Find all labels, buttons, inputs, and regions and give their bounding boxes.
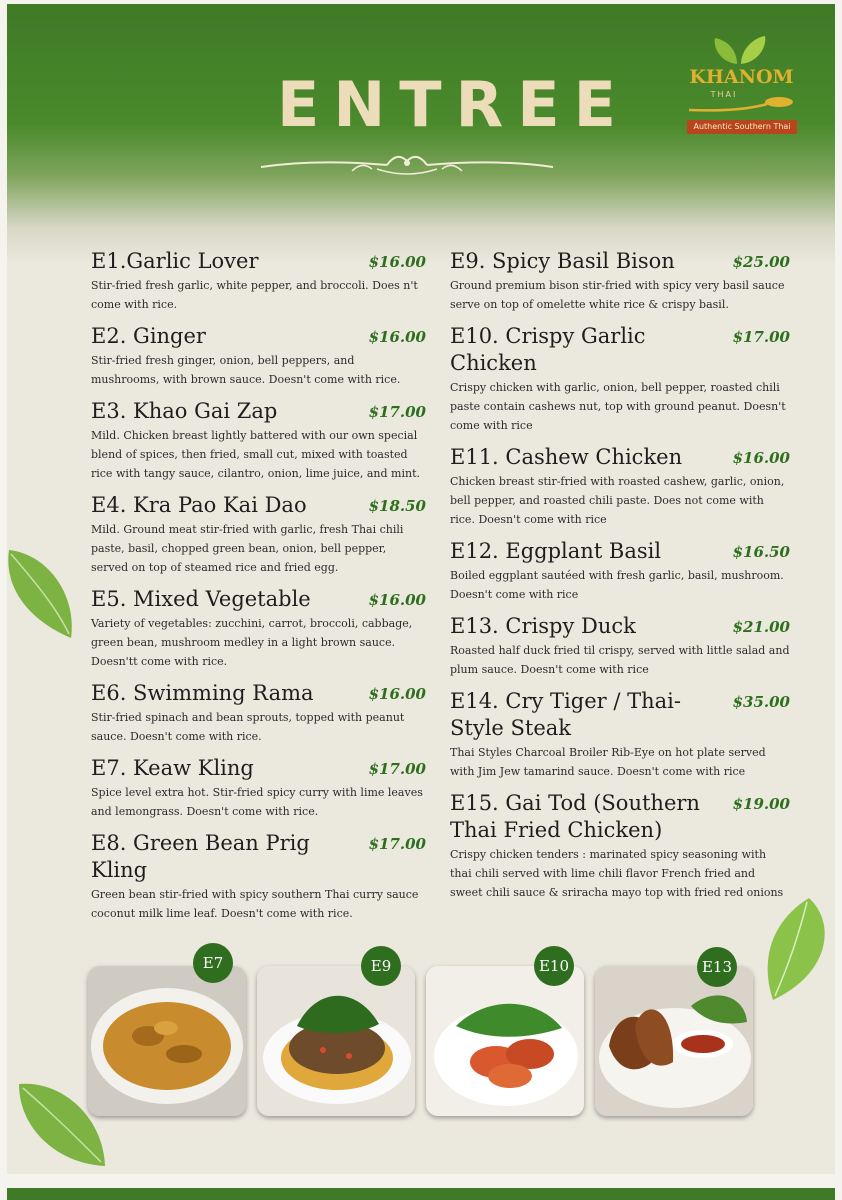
- menu-item-description: Stir-fried fresh garlic, white pepper, and broccoli. Does n't come with rice.: [91, 279, 418, 311]
- ornament-divider: [257, 149, 557, 179]
- crispy-duck-image: [595, 966, 753, 1116]
- menu-item-price: $25.00: [732, 253, 790, 271]
- menu-item-price: $16.00: [368, 328, 426, 346]
- menu-item: [91, 398, 426, 483]
- menu-item-description: Stir-fried spinach and bean sprouts, topped with peanut sauce. Doesn't come with rice.: [91, 711, 405, 743]
- page-title: ENTREE: [277, 68, 630, 141]
- menu-item: [450, 323, 790, 435]
- menu-item-price: $17.00: [732, 328, 790, 346]
- menu-item-name: E9. Spicy Basil Bison: [450, 249, 675, 273]
- photo-badge-e9: E9: [361, 946, 401, 986]
- menu-item-price: $17.00: [368, 760, 426, 778]
- menu-item-name: E4. Kra Pao Kai Dao: [91, 493, 307, 517]
- food-photo-e13: [595, 966, 753, 1116]
- menu-item-price: $21.00: [732, 618, 790, 636]
- menu-item-name: E8. Green Bean Prig Kling: [91, 831, 310, 882]
- menu-item-header: [91, 755, 426, 782]
- menu-item-description: Spice level extra hot. Stir-fried spicy curry with lime leaves and lemongrass. Doesn't come with rice.: [91, 786, 423, 818]
- restaurant-logo: [679, 34, 804, 139]
- menu-item-header: [450, 790, 790, 844]
- menu-item: [91, 492, 426, 577]
- photo-badge-e7: E7: [193, 943, 233, 983]
- menu-item-header: [450, 248, 790, 275]
- basil-bison-image: [257, 966, 415, 1116]
- logo-sub: THAI: [710, 90, 738, 99]
- food-photo-e9: [257, 966, 415, 1116]
- menu-item-header: [91, 680, 426, 707]
- photo-badge-e10: E10: [534, 946, 574, 986]
- menu-item: [450, 688, 790, 781]
- menu-page: [7, 4, 835, 1174]
- menu-item-description: Roasted half duck fried til crispy, served with little salad and plum sauce. Doesn't come with rice: [450, 644, 790, 676]
- menu-item-name: E1.Garlic Lover: [91, 249, 259, 273]
- menu-item-price: $17.00: [368, 403, 426, 421]
- menu-item-header: [91, 830, 426, 884]
- bottom-bar: [7, 1188, 835, 1200]
- menu-item-header: [450, 323, 790, 377]
- menu-item-price: $35.00: [732, 693, 790, 711]
- mint-leaf-icon: [7, 544, 79, 644]
- menu-item: [450, 538, 790, 604]
- menu-item: [91, 680, 426, 746]
- menu-item-name: E11. Cashew Chicken: [450, 445, 683, 469]
- menu-item-header: [91, 248, 426, 275]
- menu-item-price: $19.00: [732, 795, 790, 813]
- menu-column-right: [450, 248, 790, 911]
- menu-item-name: E7. Keaw Kling: [91, 756, 254, 780]
- menu-item-price: $16.00: [368, 253, 426, 271]
- menu-item: [450, 444, 790, 529]
- menu-item: [91, 248, 426, 314]
- menu-item-header: [450, 688, 790, 742]
- menu-item-description: Mild. Chicken breast lightly battered with our own special blend of spices, then fried, small cut, mixed with toasted rice with tangy sauce, cilantro, onion, lime juice, and mint.: [91, 429, 420, 480]
- menu-item-name: E2. Ginger: [91, 324, 206, 348]
- menu-item: [450, 790, 790, 902]
- menu-item-price: $17.00: [368, 835, 426, 853]
- menu-item-description: Crispy chicken tenders : marinated spicy seasoning with thai chili served with lime chili flavor French fried and sweet chili sauce & sriracha mayo top with fried red onions: [450, 848, 784, 899]
- menu-item-price: $16.00: [368, 591, 426, 609]
- photo-badge-e13: E13: [697, 947, 737, 987]
- menu-item: [91, 755, 426, 821]
- leaf-logo-icon: [679, 34, 804, 68]
- menu-item-description: Green bean stir-fried with spicy southern Thai curry sauce coconut milk lime leaf. Doesn't come with rice.: [91, 888, 419, 920]
- menu-item-header: [450, 444, 790, 471]
- food-photo-e10: [426, 966, 584, 1116]
- food-photo-e7: [88, 966, 246, 1116]
- menu-item-name: E5. Mixed Vegetable: [91, 587, 311, 611]
- menu-item-header: [91, 492, 426, 519]
- menu-item-header: [450, 538, 790, 565]
- menu-item-description: Variety of vegetables: zucchini, carrot, broccoli, cabbage, green bean, mushroom medley in a light brown sauce. Doesn'tt come with rice.: [91, 617, 413, 668]
- menu-item: [91, 830, 426, 923]
- menu-item-name: E12. Eggplant Basil: [450, 539, 662, 563]
- spoon-icon: [679, 96, 804, 116]
- menu-item: [91, 323, 426, 389]
- menu-item-description: Thai Styles Charcoal Broiler Rib-Eye on hot plate served with Jim Jew tamarind sauce. Doesn't come with rice: [450, 746, 766, 778]
- menu-item-name: E15. Gai Tod (Southern Thai Fried Chicken): [450, 791, 700, 842]
- menu-item-name: E6. Swimming Rama: [91, 681, 314, 705]
- menu-item: [450, 248, 790, 314]
- menu-item-header: [91, 398, 426, 425]
- menu-item: [91, 586, 426, 671]
- menu-column-left: [91, 248, 426, 932]
- menu-item-price: $16.00: [368, 685, 426, 703]
- menu-item-price: $16.00: [732, 449, 790, 467]
- curry-dish-image: [88, 966, 246, 1116]
- menu-item-description: Boiled eggplant sautéed with fresh garlic, basil, mushroom. Doesn't come with rice: [450, 569, 784, 601]
- menu-item-header: [450, 613, 790, 640]
- menu-item-name: E10. Crispy Garlic Chicken: [450, 324, 646, 375]
- menu-item-description: Crispy chicken with garlic, onion, bell pepper, roasted chili paste contain cashews nut, top with ground peanut. Doesn't come with rice: [450, 381, 786, 432]
- menu-item-name: E3. Khao Gai Zap: [91, 399, 278, 423]
- menu-item-description: Stir-fried fresh ginger, onion, bell peppers, and mushrooms, with brown sauce. Doesn't come with rice.: [91, 354, 401, 386]
- menu-item-description: Ground premium bison stir-fried with spicy very basil sauce serve on top of omelette white rice & crispy basil.: [450, 279, 785, 311]
- mint-leaf-icon: [759, 894, 835, 1004]
- logo-name: KHANOM: [689, 66, 794, 88]
- logo-tagline: Authentic Southern Thai: [687, 120, 797, 134]
- menu-item-header: [91, 323, 426, 350]
- menu-item-name: E13. Crispy Duck: [450, 614, 636, 638]
- menu-item-name: E14. Cry Tiger / Thai-Style Steak: [450, 689, 681, 740]
- menu-item-price: $16.50: [732, 543, 790, 561]
- menu-item: [450, 613, 790, 679]
- menu-item-price: $18.50: [368, 497, 426, 515]
- menu-item-header: [91, 586, 426, 613]
- crispy-chicken-image: [426, 966, 584, 1116]
- menu-item-description: Mild. Ground meat stir-fried with garlic, fresh Thai chili paste, basil, chopped green bean, onion, bell pepper, served on top of steamed rice and fried egg.: [91, 523, 404, 574]
- menu-item-description: Chicken breast stir-fried with roasted cashew, garlic, onion, bell pepper, and roasted chili paste. Does not come with rice. Doesn't come with rice: [450, 475, 785, 526]
